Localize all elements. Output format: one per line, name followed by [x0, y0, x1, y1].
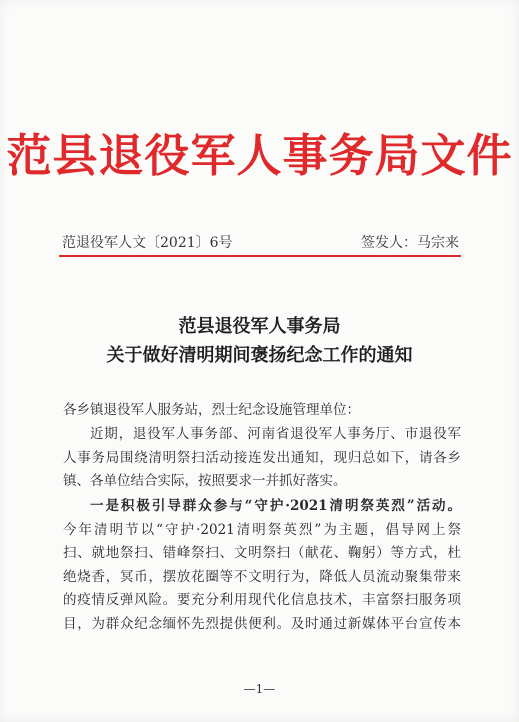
document-header-title: 范县退役军人事务局文件 [6, 129, 513, 182]
addressee: 各乡镇退役军人服务站，烈士纪念设施管理单位： [63, 402, 360, 418]
red-separator-line [59, 255, 461, 257]
paragraph-2 [63, 495, 461, 636]
paragraph-2-line: 的疫情反弹风险。要充分利用现代化信息技术，丰富祭扫服务项 [63, 592, 461, 608]
notice-title-line-2: 关于做好清明期间褒扬纪念工作的通知 [106, 345, 413, 366]
notice-title-line-1: 范县退役军人事务局 [178, 316, 341, 337]
paragraph-2-lead: 一是积极引导群众参与“守护·2021清明祭英烈”活动。 [90, 498, 461, 514]
paragraph-1-line: 镇、各单位结合实际，按照要求一并抓好落实。 [63, 473, 347, 489]
paragraph-1 [63, 423, 461, 494]
paragraph-2-line: 目，为群众纪念缅怀先烈提供便利。及时通过新媒体平台宣传本 [63, 615, 461, 632]
paragraph-2-line: 扫、就地祭扫、错峰祭扫、文明祭扫（献花、鞠躬）等方式，杜 [63, 545, 461, 561]
signer: 签发人：马宗来 [361, 235, 459, 251]
document-number: 范退役军人文〔2021〕6号 [62, 235, 233, 251]
paragraph-2-line: 绝烧香，冥币，摆放花圈等不文明行为，降低人员流动聚集带来 [63, 568, 461, 585]
paragraph-1-line: 近期，退役军人事务部、河南省退役军人事务厅、市退役军 [90, 426, 461, 442]
page-number: —1— [243, 682, 276, 696]
paragraph-1-line: 人事务局围绕清明祭扫活动接连发出通知，现归总如下，请各乡 [63, 449, 461, 466]
paragraph-2-line: 今年清明节以“守护·2021清明祭英烈”为主题，倡导网上祭 [63, 521, 461, 538]
